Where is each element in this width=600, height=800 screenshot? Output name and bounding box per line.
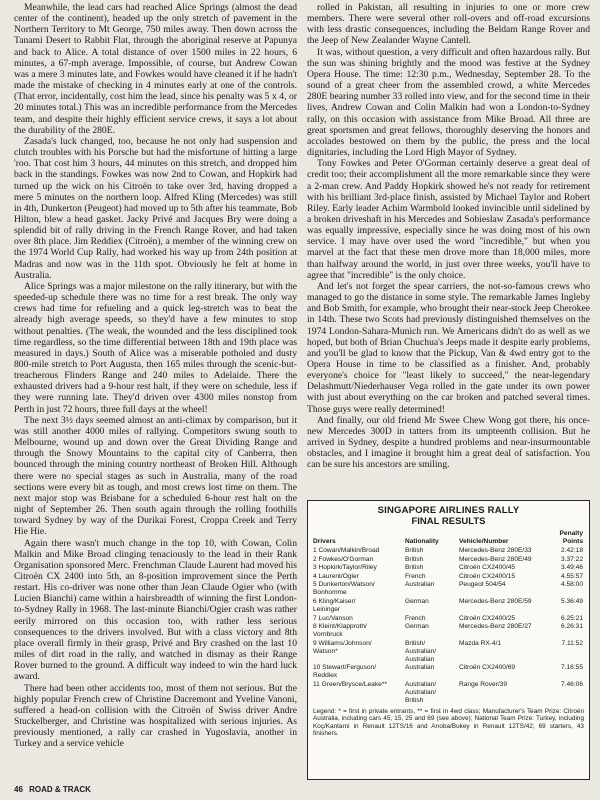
results-title: SINGAPORE AIRLINES RALLY [377,505,520,516]
article-column-left [14,2,297,749]
table-row [313,573,584,582]
cell-points: 5.36:49 [561,597,583,605]
cell-nationality: French [405,614,426,622]
cell-drivers: 5 Dunkerton/Watson/ Bonhomme [313,581,375,597]
cell-nationality: British [405,555,424,563]
header-drivers: Drivers [313,538,336,545]
article-paragraph: The next 3½ days seemed almost an anti-climax by comparison, but it was still another 4000 miles of rallying. Competitors swung south to Melbourne, wound up and down over the Great Dividing Range and through the Snowy Mountains to the capital city of Canberra, then bounced through the mining country northeast of Broken Hill. Although there were no special stages as such in Australia, many of the road sections were every bit as tough, and most crews lost time on them. The next major stop was Brisbane for a scheduled 6-hour rest halt on the night of September 26. Then south again through the rolling foothills toward Sydney by way of the Durikai Forest, Croppa Creek and Terry Hie Hie. [14,414,297,538]
table-row [313,547,584,556]
cell-nationality: German [405,623,429,631]
cell-nationality: British/ Australian/ Australian [405,639,437,663]
magazine-name: ROAD & TRACK [29,785,91,794]
cell-nationality: British [405,547,424,554]
article-paragraph: rolled in Pakistan, all resulting in injuries to one or more crew members. There were several other roll-overs and off-road excursions with less drastic consequences, including the Beldam Range Rover and the Jeep of New Zealander Wayne Cantell. [307,2,590,47]
cell-nationality: German [405,597,429,605]
cell-vehicle: Mazda RX-4/1 [459,639,502,647]
cell-vehicle: Range Rover/39 [459,680,508,688]
article-paragraph: And let's not forget the spear carriers, the not-so-famous crews who managed to go the distance in some style. The remarkable James Ingleby and Bob Smith, for example, who brought their near-stock Jeep Cherokee in 14th. These two Scots had previously distinguished themselves on the 1974 London-Sahara-Munich run. We Americans didn't do as well as we hoped, but both of Brian Chuchua's Jeeps made it despite early problems, and you'll be glad to know that the Pickup, Van & 4wd entry got to the Opera House in time to be classified as a finisher. And, probably everyone's choice for "least likely to succeed," the near-legendary Delashmutt/Niederhauser Vega rolled in the gate under its own power with just about everything on the car broken and patched several times. Those guys were really determined! [307,280,590,415]
cell-points: 7.11:52 [561,639,583,647]
cell-vehicle: Peugeot 504/54 [459,581,506,589]
cell-nationality: Australian [405,581,435,589]
article-paragraph: Zasada's luck changed, too, because he not only had suspension and clutch troubles with his Porsche but had the misfortune of hitting a large 'roo. That cost him 3 hours, 44 minutes on this stretch, and dropped him back in the standings. Fowkes was now 2nd to Cowan, and Hopkirk had turned up the wick on his Citroën to take over 3rd, having dropped a mere 5 minutes on the northern loop. Alfred Kling (Mercedes) was still in 4th, Dunkerton (Peugeot) had moved up to 5th after his teammate, Bob Hilton, blew a head gasket. Jacky Privé and Jacques Bry were doing a splendid bit of rally driving in the French Range Rover, and had taken over 8th place. Jim Reddiex (Citroën), a member of the winning crew on the 1974 World Cup Rally, had worked his way up from 24th position at Madras and now was in the 11th spot. Obviously he felt at home in Australia. [14,135,297,281]
article-paragraph: There had been other accidents too, most of them not serious. But the highly popular French crew of Christine Dacremont and Yveline Vanoni, suffered a head-on collision with the Citroën of Swiss driver Andre Stuckelberger, and Christine was hospitalized with serious injuries. As previously mentioned, a rally car crashed in Yugoslavia, another in Turkey and a service vehicle [14,682,297,750]
cell-vehicle: Mercedes-Benz 280E/27 [459,623,532,631]
cell-nationality: Australian/ Australian/ British [405,680,437,704]
article-paragraph: And finally, our old friend Mr Swee Chew Wong got there, his once-new Mercedes 300D in tatters from its umpteenth collision. But he arrived in Sydney, despite a hundred problems and near-insurmountable obstacles, and I imagine it brought him a great deal of satisfaction. You can be sure his ancestors are smiling. [307,414,590,471]
cell-points: 3.49:46 [561,564,583,572]
cell-drivers: 4 Laurent/Ogier [313,572,359,580]
header-points: Penalty Points [559,530,583,545]
cell-points: 4.58:00 [561,581,583,589]
results-subtitle: FINAL RESULTS [411,516,486,527]
cell-nationality: French [405,572,426,580]
results-table [313,530,584,706]
cell-drivers: 6 Kling/Kaiser/ Leininger [313,597,356,613]
cell-nationality: Australian [405,664,435,672]
cell-vehicle: Citroën CX2400/25 [459,614,516,622]
results-header-row [313,530,584,547]
page-footer [14,785,95,794]
header-vehicle: Vehicle/Number [459,538,509,545]
table-row [313,598,584,615]
article-paragraph: It was, without question, a very difficult and often hazardous rally. But the sun was shining brightly and the mood was festive at the Sydney Opera House. The time: 12:30 p.m., Wednesday, September 28. To the sound of a great cheer from the assembled crowd, a white Mercedes 280E bearing number 33 rolled into view, and for the second time in their lives, Andrew Cowan and Colin Malkin had won a London-to-Sydney rally, on this occasion with assistance from Mike Broad. All three are great sportsmen and great fellows, thoroughly deserving the honors and accolades bestowed on them by the public, the press and the local dignitaries, including the Lord High Mayor of Sydney. [307,46,590,159]
table-row [313,664,584,681]
table-row [313,623,584,640]
results-box [307,500,590,780]
cell-points: 7.16:55 [561,664,583,672]
cell-points: 2.42:18 [561,547,583,554]
article-paragraph: Again there wasn't much change in the top 10, with Cowan, Colin Malkin and Mike Broad clinging tenaciously to the lead in their Rank Organisation sponsored Merc. Frenchman Claude Laurent had moved his Citroën CX 2400 into 5th, an 8-position improvement since the Perth restart. His co-driver was none other than Jean Claude Ogier who (with Lucien Bianchi) came within a hairsbreadth of winning the first London-to-Sydney Rally in 1968. The last-minute Bianchi/Ogier crash was rather eerily mirrored on this occasion too, with rather less serious consequences to the drivers involved. But with a class victory and 8th place overall firmly in their grasp, Privé and Bry crashed on the last 10 miles of dirt road in the rally, and watched in dismay as their Range Rover burned to the ground. A difficult way indeed to win the hard luck award. [14,537,297,683]
results-legend: Legend: * = first in private entrants, ** = first in 4wd class; Manufacturer's Team Prize: Citroën Australia, including cars 45, 15, 25 and 69 (see above); National Team Prize: Turkey, including Koç/Kantarni in Renault 12TS/16 and Arıoba/Bukey in Renault 12TS/42; 69 starters, 43 finishers. [313,707,584,738]
cell-drivers: 3 Hopkirk/Taylor/Riley [313,564,377,572]
article-paragraph: Meanwhile, the lead cars had reached Alice Springs (almost the dead center of the continent), headed up the only stretch of pavement in the Northern Territory to Mt George, 750 miles away. Then down across the Tanami Desert to Rabbit Flat, through the aboriginal reserve at Papunya and back to Alice. A total distance of over 1500 miles in 22 hours, 6 minutes, a 67-mph average. Impossible, of course, but Andrew Cowan was a mere 3 minutes late, and Fowkes would have cleaned it if he hadn't made the mistake of checking in 4 minutes early at one of the controls. (That error, incidentally, cost him the lead, since his penalty was 5 x 4, or 20 minutes total.) This was an incredible performance from the Mercedes team, and despite their highly efficient service crews, it says a lot about the durability of the 280E. [14,2,297,136]
table-row [313,681,584,706]
cell-vehicle: Citroën CX2400/69 [459,664,516,672]
cell-drivers: 8 Kleint/Klapproth/ Vornbruck [313,623,367,639]
cell-vehicle: Mercedes-Benz 280E/33 [459,547,532,554]
cell-points: 3.37:22 [561,555,583,563]
table-row [313,564,584,573]
cell-vehicle: Mercedes-Benz 280E/49 [459,555,532,563]
cell-vehicle: Citroën CX2400/15 [459,572,516,580]
article-paragraph: Tony Fowkes and Peter O'Gorman certainly deserve a great deal of credit too; their accomplishment all the more remarkable since they were a 2-man crew. And Paddy Hopkirk showed he's not ready for retirement with his brilliant 3rd-place finish, assisted by Michael Taylor and Robert Riley. Early leader Achim Warmbold looked invincible until sidelined by a broken driveshaft in his Mercedes and Sobieslaw Zasada's performance was equally impressive, especially since he was doing most of his own service. I may have over used the word "incredible," but when you marvel at the fact that these men drove more than 18,000 miles, more than halfway around the world, in just over three weeks, you'll have to agree that "incredible" is the only choice. [307,158,590,281]
cell-drivers: 2 Fowkes/O'Gorman [313,555,374,563]
cell-drivers: 7 Luc/Vanson [313,614,353,622]
table-row [313,556,584,565]
cell-points: 7.46:06 [561,680,583,688]
article-paragraph: Alice Springs was a major milestone on the rally itinerary, but with the speeded-up schedule there was no time for a rest break. The only way crews had time for refueling and a quick leg-stretch was to beat the already high average speeds, so they'd have a few minutes to stop without penalties. (The weak, the wounded and the less disciplined took time regardless, so the time differential between 18th and 19th place was measured in days.) South of Alice was a miserable potholed and dusty 800-mile stretch to Port Augusta, then 165 miles through the scenic-but-treacherous Flinders Range and 240 miles to Adelaide. There the exhausted drivers had a 9-hour rest halt, if they were on schedule, less if they were running late. They'd driven over 4300 miles nonstop from Perth in just 72 hours, three full days at the wheel! [14,280,297,415]
cell-drivers: 1 Cowan/Malkin/Broad [313,547,380,554]
cell-drivers: 11 Green/Brysce/Leake** [313,680,387,688]
cell-vehicle: Mercedes-Benz 280E/59 [459,597,532,605]
cell-points: 6.25:21 [561,614,583,622]
cell-vehicle: Citroën CX2400/45 [459,564,516,572]
cell-points: 6.26:31 [561,623,583,631]
table-row [313,581,584,598]
article-column-right [307,2,590,471]
cell-drivers: 10 Stewart/Ferguson/ Reddiex [313,664,377,680]
page-number: 46 [14,785,23,794]
cell-drivers: 9 Williams/Johnson/ Watson* [313,639,372,655]
table-row [313,615,584,624]
cell-points: 4.55:57 [561,572,583,580]
cell-nationality: British [405,564,424,572]
table-row [313,640,584,665]
header-nationality: Nationality [405,538,439,545]
